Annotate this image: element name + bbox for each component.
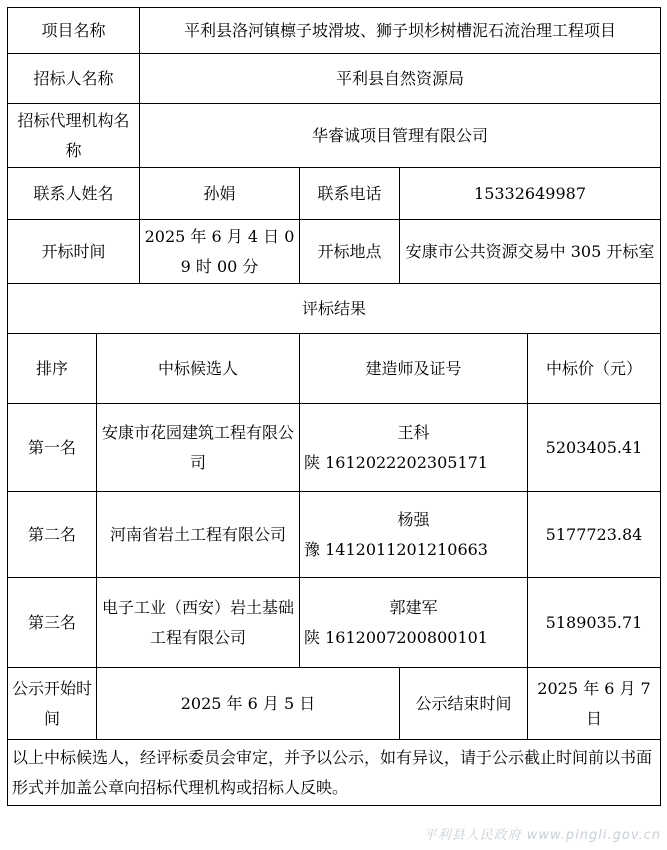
builder-name: 郭建军	[389, 598, 438, 618]
open-place-value: 安康市公共资源交易中 305 开标室	[400, 220, 661, 284]
price-cell: 5203405.41	[528, 404, 661, 492]
builder-cell	[300, 404, 528, 492]
rank-cell: 第一名	[8, 404, 97, 492]
builder-name: 杨强	[397, 510, 430, 530]
note-row	[8, 740, 661, 806]
price-cell: 5177723.84	[528, 492, 661, 578]
site-watermark: 平利县人民政府 www.pingli.gov.cn	[423, 828, 661, 843]
header-rank: 排序	[8, 334, 97, 404]
bid-result-table	[7, 7, 661, 806]
builder-name: 王科	[397, 423, 430, 443]
phone-value: 15332649987	[400, 168, 661, 220]
rank-cell: 第二名	[8, 492, 97, 578]
company-cell: 安康市花园建筑工程有限公司	[97, 404, 300, 492]
table-row	[8, 578, 661, 668]
phone-label: 联系电话	[300, 168, 400, 220]
agency-value: 华睿诚项目管理有限公司	[140, 104, 661, 168]
project-name-label: 项目名称	[8, 8, 140, 54]
header-price: 中标价（元）	[528, 334, 661, 404]
builder-cert: 豫 1412011201210663	[304, 539, 488, 559]
contact-row	[8, 168, 661, 220]
table-row	[8, 492, 661, 578]
tenderer-value: 平利县自然资源局	[140, 54, 661, 104]
header-builder: 建造师及证号	[300, 334, 528, 404]
open-place-label: 开标地点	[300, 220, 400, 284]
results-title: 评标结果	[8, 284, 661, 334]
project-name-row	[8, 8, 661, 54]
publicity-start-value: 2025 年 6 月 5 日	[97, 668, 400, 740]
builder-cert: 陕 1612022202305171	[304, 452, 488, 472]
builder-cell	[300, 578, 528, 668]
open-time-label: 开标时间	[8, 220, 140, 284]
publicity-end-value: 2025 年 6 月 7 日	[528, 668, 661, 740]
company-cell: 电子工业（西安）岩土基础工程有限公司	[97, 578, 300, 668]
open-time-value: 2025 年 6 月 4 日 09 时 00 分	[140, 220, 300, 284]
opening-row	[8, 220, 661, 284]
agency-label: 招标代理机构名称	[8, 104, 140, 168]
contact-label: 联系人姓名	[8, 168, 140, 220]
results-title-row	[8, 284, 661, 334]
tenderer-label: 招标人名称	[8, 54, 140, 104]
tenderer-row	[8, 54, 661, 104]
builder-cert: 陕 1612007200800101	[304, 627, 488, 647]
rank-cell: 第三名	[8, 578, 97, 668]
project-name-value: 平利县洛河镇檩子坡滑坡、狮子坝杉树槽泥石流治理工程项目	[140, 8, 661, 54]
company-cell: 河南省岩土工程有限公司	[97, 492, 300, 578]
publicity-row	[8, 668, 661, 740]
publicity-start-label: 公示开始时间	[8, 668, 97, 740]
note-text: 以上中标候选人，经评标委员会审定，并予以公示，如有异议，请于公示截止时间前以书面形式并加盖公章向招标代理机构或招标人反映。	[8, 740, 661, 806]
results-header-row	[8, 334, 661, 404]
table-row	[8, 404, 661, 492]
price-cell: 5189035.71	[528, 578, 661, 668]
header-candidate: 中标候选人	[97, 334, 300, 404]
publicity-end-label: 公示结束时间	[400, 668, 528, 740]
builder-cell	[300, 492, 528, 578]
contact-value: 孙娟	[140, 168, 300, 220]
agency-row	[8, 104, 661, 168]
